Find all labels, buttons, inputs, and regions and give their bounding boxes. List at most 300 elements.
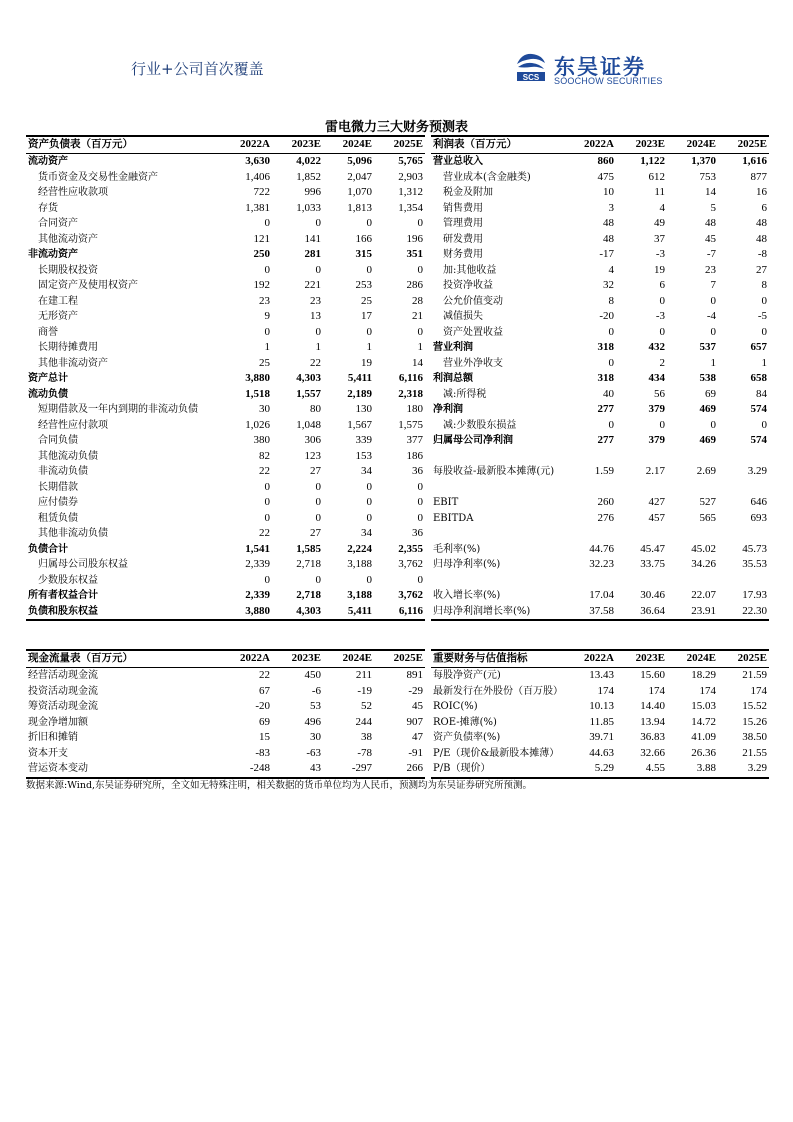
value-cell: 5,765: [398, 155, 423, 167]
table-row: [431, 402, 769, 418]
value-cell: 2,339: [245, 589, 270, 601]
row-label: 经营活动现金流: [28, 670, 98, 681]
value-cell: 23.91: [667, 604, 718, 621]
value-cell: 0: [366, 325, 372, 338]
table-row: [431, 278, 769, 294]
table-row: [26, 154, 425, 170]
table-row: [431, 216, 769, 232]
value-cell: 891: [406, 669, 423, 681]
table-row: [26, 604, 425, 621]
table-row: [26, 449, 425, 465]
row-label: 资本开支: [28, 747, 68, 759]
row-label: 减值损失: [443, 311, 483, 322]
value-cell: 537: [699, 341, 716, 353]
value-cell: 0: [710, 325, 716, 338]
table-row: [431, 480, 769, 496]
value-cell: 4.55: [616, 761, 667, 778]
value-cell: 432: [648, 341, 665, 353]
value-cell: 45: [412, 700, 423, 712]
year-header: 2023E: [272, 650, 323, 668]
value-cell: 23: [259, 294, 270, 307]
value-cell: 527: [699, 496, 716, 508]
value-cell: 1,048: [296, 418, 321, 431]
value-cell: 69: [705, 387, 716, 400]
table-row: [26, 588, 425, 604]
row-label: [431, 526, 565, 542]
row-label: 资产总计: [28, 373, 68, 384]
value-cell: 2,047: [347, 170, 372, 183]
value-cell: 0: [366, 263, 372, 276]
value-cell: [667, 480, 718, 496]
table-row: [431, 668, 769, 684]
value-cell: 211: [355, 669, 372, 681]
value-cell: 36.83: [640, 731, 665, 743]
value-cell: 0: [315, 217, 321, 229]
row-label: 投资活动现金流: [28, 685, 98, 697]
table-row: [26, 511, 425, 527]
table-row: [26, 371, 425, 387]
value-cell: 5,411: [347, 372, 372, 384]
value-cell: 3,762: [398, 558, 423, 570]
year-header: 2025E: [374, 650, 425, 668]
row-label: 无形资产: [38, 311, 78, 322]
value-cell: 1.59: [594, 465, 614, 477]
value-cell: 1: [761, 356, 767, 369]
row-label: 资产处置收益: [443, 326, 503, 338]
logo-chinese-name: 东吴证券: [554, 55, 646, 79]
table-row: [431, 185, 769, 201]
value-cell: 1,567: [347, 418, 372, 431]
table-row: [431, 371, 769, 387]
value-cell: 11.85: [589, 715, 614, 728]
value-cell: 141: [304, 232, 321, 245]
value-cell: 6,116: [374, 604, 425, 621]
value-cell: 186: [406, 449, 423, 462]
value-cell: [718, 480, 769, 496]
value-cell: 286: [406, 279, 423, 291]
value-cell: 27: [756, 263, 767, 276]
value-cell: [667, 573, 718, 589]
value-cell: 281: [304, 248, 321, 260]
value-cell: 1,518: [245, 387, 270, 400]
row-label: 销售费用: [443, 202, 483, 214]
table-row: [26, 185, 425, 201]
logo-english-name: SOOCHOW SECURITIES: [554, 76, 663, 86]
value-cell: 192: [253, 279, 270, 291]
value-cell: [616, 480, 667, 496]
value-cell: 5.29: [565, 761, 616, 778]
value-cell: 180: [406, 403, 423, 415]
value-cell: 277: [597, 403, 614, 415]
value-cell: 574: [750, 403, 767, 415]
value-cell: 11: [654, 186, 665, 198]
value-cell: 18.29: [691, 669, 716, 681]
row-label: ROIC(%): [433, 701, 478, 712]
value-cell: 0: [315, 496, 321, 508]
value-cell: 6,116: [398, 372, 423, 384]
table-row: [431, 464, 769, 480]
table-row: [26, 495, 425, 511]
value-cell: -17: [599, 248, 614, 260]
value-cell: 22.30: [718, 604, 769, 621]
row-label: 公允价值变动: [443, 295, 503, 307]
value-cell: 253: [355, 279, 372, 291]
value-cell: 22.07: [691, 589, 716, 601]
value-cell: 84: [756, 387, 767, 400]
row-label: 每股净资产(元): [433, 670, 501, 681]
value-cell: -248: [222, 761, 272, 778]
value-cell: 3,188: [347, 589, 372, 601]
value-cell: 2,718: [296, 589, 321, 601]
value-cell: 43: [272, 761, 323, 778]
page-title: 雷电微力三大财务预测表: [324, 120, 468, 135]
row-label: 租赁负债: [38, 512, 78, 524]
row-label: P/E（现价&最新股本摊薄）: [433, 747, 560, 759]
value-cell: 2,355: [398, 542, 423, 555]
value-cell: 434: [648, 372, 665, 384]
value-cell: 0: [417, 263, 423, 276]
value-cell: 48: [705, 217, 716, 229]
value-cell: 5,096: [347, 155, 372, 167]
row-label: 经营性应收款项: [38, 187, 108, 198]
value-cell: 13.43: [589, 669, 614, 681]
row-label: 归母净利率(%): [433, 559, 501, 570]
value-cell: 3: [608, 201, 614, 214]
table-row: [26, 433, 425, 449]
row-label: 营业外净收支: [443, 357, 503, 369]
table-row: [26, 247, 425, 263]
value-cell: 121: [253, 232, 270, 245]
row-label: 所有者权益合计: [28, 590, 98, 601]
row-label: 非流动负债: [38, 466, 88, 477]
value-cell: 30.46: [640, 589, 665, 601]
row-label: 归属母公司净利润: [433, 435, 513, 446]
value-cell: 14.72: [691, 715, 716, 728]
value-cell: 3,762: [398, 589, 423, 601]
value-cell: 0: [366, 511, 372, 524]
row-label: 减:少数股东损益: [443, 419, 517, 431]
value-cell: 6: [659, 279, 665, 291]
value-cell: 25: [259, 356, 270, 369]
table-row: [26, 263, 425, 279]
value-cell: 496: [304, 715, 321, 728]
value-cell: 15: [259, 731, 270, 743]
value-cell: 14: [412, 356, 423, 369]
value-cell: 4: [659, 201, 665, 214]
value-cell: 379: [648, 434, 665, 446]
value-cell: 15.60: [640, 669, 665, 681]
table-row: [431, 294, 769, 310]
row-label: 营业利润: [433, 342, 473, 353]
table-row: [431, 309, 769, 325]
row-label: 营运资本变动: [26, 761, 222, 778]
row-label: 流动负债: [28, 388, 68, 400]
year-header: 2024E: [667, 136, 718, 154]
table-row: [26, 387, 425, 403]
value-cell: 25: [361, 294, 372, 307]
value-cell: 0: [264, 511, 270, 524]
value-cell: 174: [699, 684, 716, 697]
table-header-row: [26, 650, 425, 668]
row-label: 其他流动负债: [38, 450, 98, 462]
table-row: [26, 294, 425, 310]
value-cell: 40: [603, 387, 614, 400]
cash-flow-table: [26, 649, 425, 779]
value-cell: 0: [264, 263, 270, 276]
value-cell: -29: [408, 684, 423, 697]
value-cell: 2,718: [296, 558, 321, 570]
row-label: 合同资产: [38, 218, 78, 229]
value-cell: 5,411: [323, 604, 374, 621]
year-header: 2025E: [718, 650, 769, 668]
value-cell: -83: [255, 746, 270, 759]
value-cell: 44.63: [589, 746, 614, 759]
value-cell: 907: [406, 715, 423, 728]
table-header-row: [431, 136, 769, 154]
value-cell: 45.47: [640, 542, 665, 555]
value-cell: 469: [699, 403, 716, 415]
value-cell: 45.73: [742, 542, 767, 555]
value-cell: 30: [310, 731, 321, 743]
row-label: 应付债券: [38, 497, 78, 508]
table-row: [26, 668, 425, 684]
table-row: [431, 154, 769, 170]
value-cell: 1,852: [296, 170, 321, 183]
value-cell: 1,122: [640, 155, 665, 167]
value-cell: 0: [417, 496, 423, 508]
value-cell: 2: [659, 356, 665, 369]
value-cell: [616, 573, 667, 589]
value-cell: 21.55: [742, 746, 767, 759]
value-cell: [565, 480, 616, 496]
value-cell: 0: [366, 496, 372, 508]
table-row: [26, 340, 425, 356]
value-cell: 3.88: [667, 761, 718, 778]
value-cell: 49: [654, 217, 665, 229]
value-cell: 47: [412, 731, 423, 743]
value-cell: 658: [750, 372, 767, 384]
table-title: 现金流量表（百万元）: [26, 650, 222, 668]
value-cell: 4,303: [272, 604, 323, 621]
value-cell: 860: [597, 155, 614, 167]
value-cell: -3: [655, 310, 665, 322]
soochow-logo-icon: [514, 50, 548, 84]
year-header: 2022A: [565, 650, 616, 668]
value-cell: 457: [648, 511, 665, 524]
value-cell: 36: [412, 527, 423, 539]
value-cell: 469: [699, 434, 716, 446]
table-row: [26, 715, 425, 731]
value-cell: 1,616: [742, 155, 767, 167]
value-cell: 565: [699, 511, 716, 524]
value-cell: 8: [761, 279, 767, 291]
table-row: [431, 557, 769, 573]
value-cell: 3,188: [347, 558, 372, 570]
table-row: [26, 170, 425, 186]
value-cell: 0: [264, 480, 270, 493]
value-cell: [667, 526, 718, 542]
value-cell: 15.52: [742, 700, 767, 712]
value-cell: 0: [366, 573, 372, 586]
table-row: [431, 684, 769, 700]
row-label: 营业成本(含金融类): [443, 171, 531, 183]
row-label: 净利润: [433, 404, 463, 415]
value-cell: 14: [705, 186, 716, 198]
value-cell: 380: [253, 434, 270, 446]
value-cell: -5: [757, 310, 767, 322]
row-label: 毛利率(%): [433, 543, 481, 555]
value-cell: -19: [357, 684, 372, 697]
value-cell: 38.50: [742, 731, 767, 743]
row-label: EBITDA: [433, 512, 474, 524]
value-cell: [718, 573, 769, 589]
value-cell: 722: [253, 186, 270, 198]
value-cell: 13: [310, 310, 321, 322]
value-cell: 0: [264, 573, 270, 586]
value-cell: 0: [264, 217, 270, 229]
value-cell: 0: [659, 418, 665, 431]
value-cell: 339: [355, 434, 372, 446]
value-cell: 4,303: [296, 372, 321, 384]
value-cell: 48: [603, 217, 614, 229]
balance-sheet-table: [26, 135, 425, 621]
value-cell: 1,312: [398, 186, 423, 198]
row-label: 流动资产: [28, 156, 68, 167]
table-row: [431, 449, 769, 465]
value-cell: 475: [597, 170, 614, 183]
value-cell: -20: [255, 700, 270, 712]
value-cell: 0: [761, 325, 767, 338]
value-cell: 53: [310, 700, 321, 712]
value-cell: [718, 526, 769, 542]
row-label: 在建工程: [38, 295, 78, 307]
value-cell: 37: [654, 232, 665, 245]
value-cell: 33.75: [640, 558, 665, 570]
value-cell: 196: [406, 232, 423, 245]
table-row: [26, 216, 425, 232]
value-cell: 32.66: [640, 746, 665, 759]
table-row: [26, 526, 425, 542]
value-cell: 36: [412, 465, 423, 477]
row-label: 收入增长率(%): [433, 590, 501, 601]
value-cell: 0: [710, 294, 716, 307]
value-cell: -6: [311, 684, 321, 697]
value-cell: 34: [361, 465, 372, 477]
value-cell: 996: [304, 186, 321, 198]
value-cell: 45: [705, 232, 716, 245]
year-header: 2022A: [222, 650, 272, 668]
value-cell: 0: [608, 356, 614, 369]
value-cell: 0: [659, 325, 665, 338]
value-cell: 0: [366, 480, 372, 493]
value-cell: 1,557: [296, 387, 321, 400]
value-cell: 1,406: [245, 170, 270, 183]
value-cell: 19: [654, 263, 665, 276]
value-cell: 48: [756, 232, 767, 245]
table-row: [26, 418, 425, 434]
row-label: 管理费用: [443, 218, 483, 229]
table-row: [431, 511, 769, 527]
row-label: 经营性应付款项: [38, 419, 108, 431]
table-row: [26, 278, 425, 294]
key-ratios-table: [431, 649, 769, 779]
table-row: [26, 464, 425, 480]
value-cell: 23: [705, 263, 716, 276]
value-cell: 123: [304, 449, 321, 462]
value-cell: 30: [259, 403, 270, 415]
value-cell: 27: [310, 527, 321, 539]
table-row: [26, 557, 425, 573]
table-row: [431, 573, 769, 589]
table-title: 资产负债表（百万元）: [26, 136, 222, 154]
table-row: [26, 699, 425, 715]
year-header: 2024E: [323, 650, 374, 668]
value-cell: 574: [750, 434, 767, 446]
value-cell: -3: [655, 248, 665, 260]
value-cell: 2.69: [696, 465, 716, 477]
table-row: [431, 715, 769, 731]
value-cell: 250: [253, 248, 270, 260]
row-label: 少数股东权益: [38, 574, 98, 586]
row-label: 非流动资产: [28, 249, 78, 260]
row-label: 货币资金及交易性金融资产: [38, 171, 158, 183]
table-row: [431, 588, 769, 604]
row-label: [431, 573, 565, 589]
table-row: [26, 480, 425, 496]
value-cell: 39.71: [589, 731, 614, 743]
value-cell: 1: [366, 341, 372, 353]
row-label: 商誉: [38, 326, 58, 338]
value-cell: 3,880: [245, 372, 270, 384]
table-row: [431, 526, 769, 542]
value-cell: 2,339: [245, 558, 270, 570]
value-cell: 2,189: [347, 387, 372, 400]
value-cell: 21.59: [742, 669, 767, 681]
value-cell: 174: [648, 684, 665, 697]
value-cell: [616, 526, 667, 542]
value-cell: 22: [259, 669, 270, 681]
value-cell: 646: [750, 496, 767, 508]
value-cell: -63: [306, 746, 321, 759]
table-row: [431, 746, 769, 762]
value-cell: 34: [361, 527, 372, 539]
value-cell: 693: [750, 511, 767, 524]
value-cell: -4: [706, 310, 716, 322]
value-cell: 28: [412, 294, 423, 307]
value-cell: 5: [710, 201, 716, 214]
row-label: 利润总额: [433, 373, 473, 384]
row-label: ROE-摊薄(%): [433, 716, 497, 728]
value-cell: 276: [597, 511, 614, 524]
value-cell: 1,354: [398, 201, 423, 214]
row-label: 加:其他收益: [443, 264, 497, 276]
value-cell: 56: [654, 387, 665, 400]
row-label: 负债和股东权益: [26, 604, 222, 621]
row-label: 归母净利润增长率(%): [431, 604, 565, 621]
value-cell: 4,022: [296, 155, 321, 167]
value-cell: 82: [259, 449, 270, 462]
source-note: 数据来源:Wind,东吴证券研究所，全文如无特殊注明，相关数据的货币单位均为人民币，预测均为东吴证券研究所预测。: [26, 780, 533, 791]
row-label: 财务费用: [443, 249, 483, 260]
value-cell: [565, 573, 616, 589]
row-label: 合同负债: [38, 435, 78, 446]
value-cell: 36.64: [616, 604, 667, 621]
value-cell: 0: [315, 325, 321, 338]
value-cell: 3.29: [747, 465, 767, 477]
value-cell: 427: [648, 496, 665, 508]
value-cell: 0: [761, 294, 767, 307]
row-label: 负债合计: [28, 543, 68, 555]
